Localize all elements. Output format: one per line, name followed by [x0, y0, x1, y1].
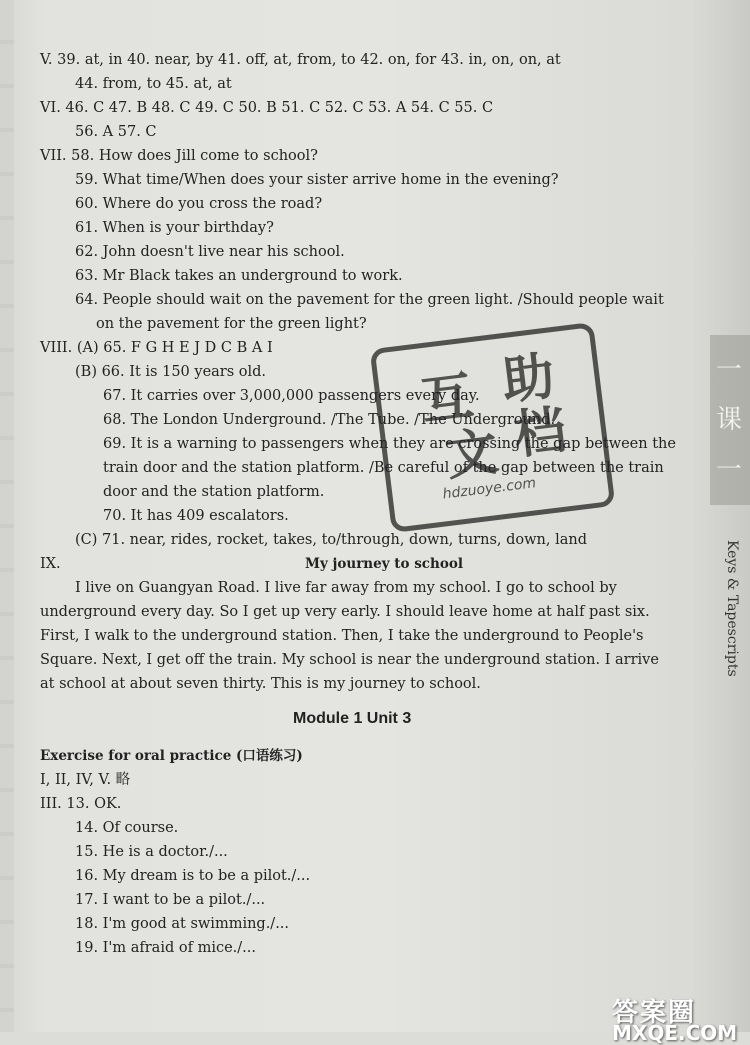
section-viii-b-68: 68. The London Underground. /The Tube. /The Underground.: [103, 412, 556, 428]
watermark-char-4: 档: [510, 400, 570, 467]
oral-iii-16: 16. My dream is to be a pilot./...: [75, 868, 311, 884]
section-vii-item-58: VII. 58. How does Jill come to school?: [40, 148, 318, 164]
watermark-char-3: 文: [442, 421, 502, 488]
watermark-char-2: 助: [498, 346, 558, 413]
oral-iii-19: 19. I'm afraid of mice./...: [75, 940, 256, 956]
watermark-char-1: 互: [417, 366, 477, 433]
essay-title: My journey to school: [305, 556, 463, 572]
watermark-stamp: [370, 322, 616, 533]
section-viii-c: (C) 71. near, rides, rocket, takes, to/through, down, turns, down, land: [75, 532, 587, 548]
section-vii-item-61: 61. When is your birthday?: [75, 220, 274, 236]
section-vii-item-64-cont: on the pavement for the green light?: [96, 316, 367, 332]
essay-line-1: I live on Guangyan Road. I live far away from my school. I go to school by: [75, 580, 617, 596]
section-vii-item-60: 60. Where do you cross the road?: [75, 196, 323, 212]
section-v-line-1: V. 39. at, in 40. near, by 41. off, at, from, to 42. on, for 43. in, on, on, at: [40, 52, 561, 68]
side-tab-english: Keys & Tapescripts: [724, 540, 740, 677]
essay-line-4: Square. Next, I get off the train. My school is near the underground station. I arrive: [40, 652, 659, 668]
side-tab-chars: [714, 345, 744, 495]
watermark-url: hdzuoye.com: [441, 475, 537, 503]
essay-line-5: at school at about seven thirty. This is my journey to school.: [40, 676, 481, 692]
oral-i-ii-iv-v: I, II, IV, V. 略: [40, 772, 131, 788]
section-viii-b-66: (B) 66. It is 150 years old.: [75, 364, 267, 380]
side-char-3: 一: [715, 455, 742, 485]
side-char-2: 课: [715, 405, 742, 435]
section-viii-b-69-cont-2: door and the station platform.: [103, 484, 325, 500]
section-vi-line-1: VI. 46. C 47. B 48. C 49. C 50. B 51. C 52. C 53. A 54. C 55. C: [40, 100, 494, 116]
essay-line-2: underground every day. So I get up very early. I should leave home at half past six.: [40, 604, 650, 620]
side-char-1: 一: [715, 355, 742, 385]
module-heading: Module 1 Unit 3: [293, 710, 412, 727]
oral-iii-15: 15. He is a doctor./...: [75, 844, 228, 860]
section-vii-item-62: 62. John doesn't live near his school.: [75, 244, 345, 260]
section-ix-label: IX.: [40, 556, 61, 572]
section-viii-a: VIII. (A) 65. F G H E J D C B A I: [40, 340, 273, 356]
binding-edge: [0, 0, 14, 1032]
section-viii-b-70: 70. It has 409 escalators.: [103, 508, 289, 524]
essay-line-3: First, I walk to the underground station. Then, I take the underground to People's: [40, 628, 644, 644]
section-vi-line-2: 56. A 57. C: [75, 124, 157, 140]
exercise-heading: Exercise for oral practice (口语练习): [40, 748, 303, 764]
oral-iii-18: 18. I'm good at swimming./...: [75, 916, 290, 932]
section-vii-item-63: 63. Mr Black takes an underground to work.: [75, 268, 403, 284]
corner-logo-top: 答案圈: [612, 998, 697, 1028]
corner-logo-bottom: MXQE.COM: [612, 1021, 738, 1045]
section-vii-item-59: 59. What time/When does your sister arrive home in the evening?: [75, 172, 559, 188]
oral-iii-14: 14. Of course.: [75, 820, 179, 836]
section-viii-b-69: 69. It is a warning to passengers when they are crossing the gap between the: [103, 436, 676, 452]
section-viii-b-69-cont-1: train door and the station platform. /Be careful of the gap between the train: [103, 460, 664, 476]
section-viii-b-67: 67. It carries over 3,000,000 passengers every day.: [103, 388, 480, 404]
section-v-line-2: 44. from, to 45. at, at: [75, 76, 232, 92]
oral-iii-17: 17. I want to be a pilot./...: [75, 892, 266, 908]
section-vii-item-64: 64. People should wait on the pavement for the green light. /Should people wait: [75, 292, 664, 308]
oral-iii-13: III. 13. OK.: [40, 796, 122, 812]
corner-logo: [612, 992, 750, 1045]
